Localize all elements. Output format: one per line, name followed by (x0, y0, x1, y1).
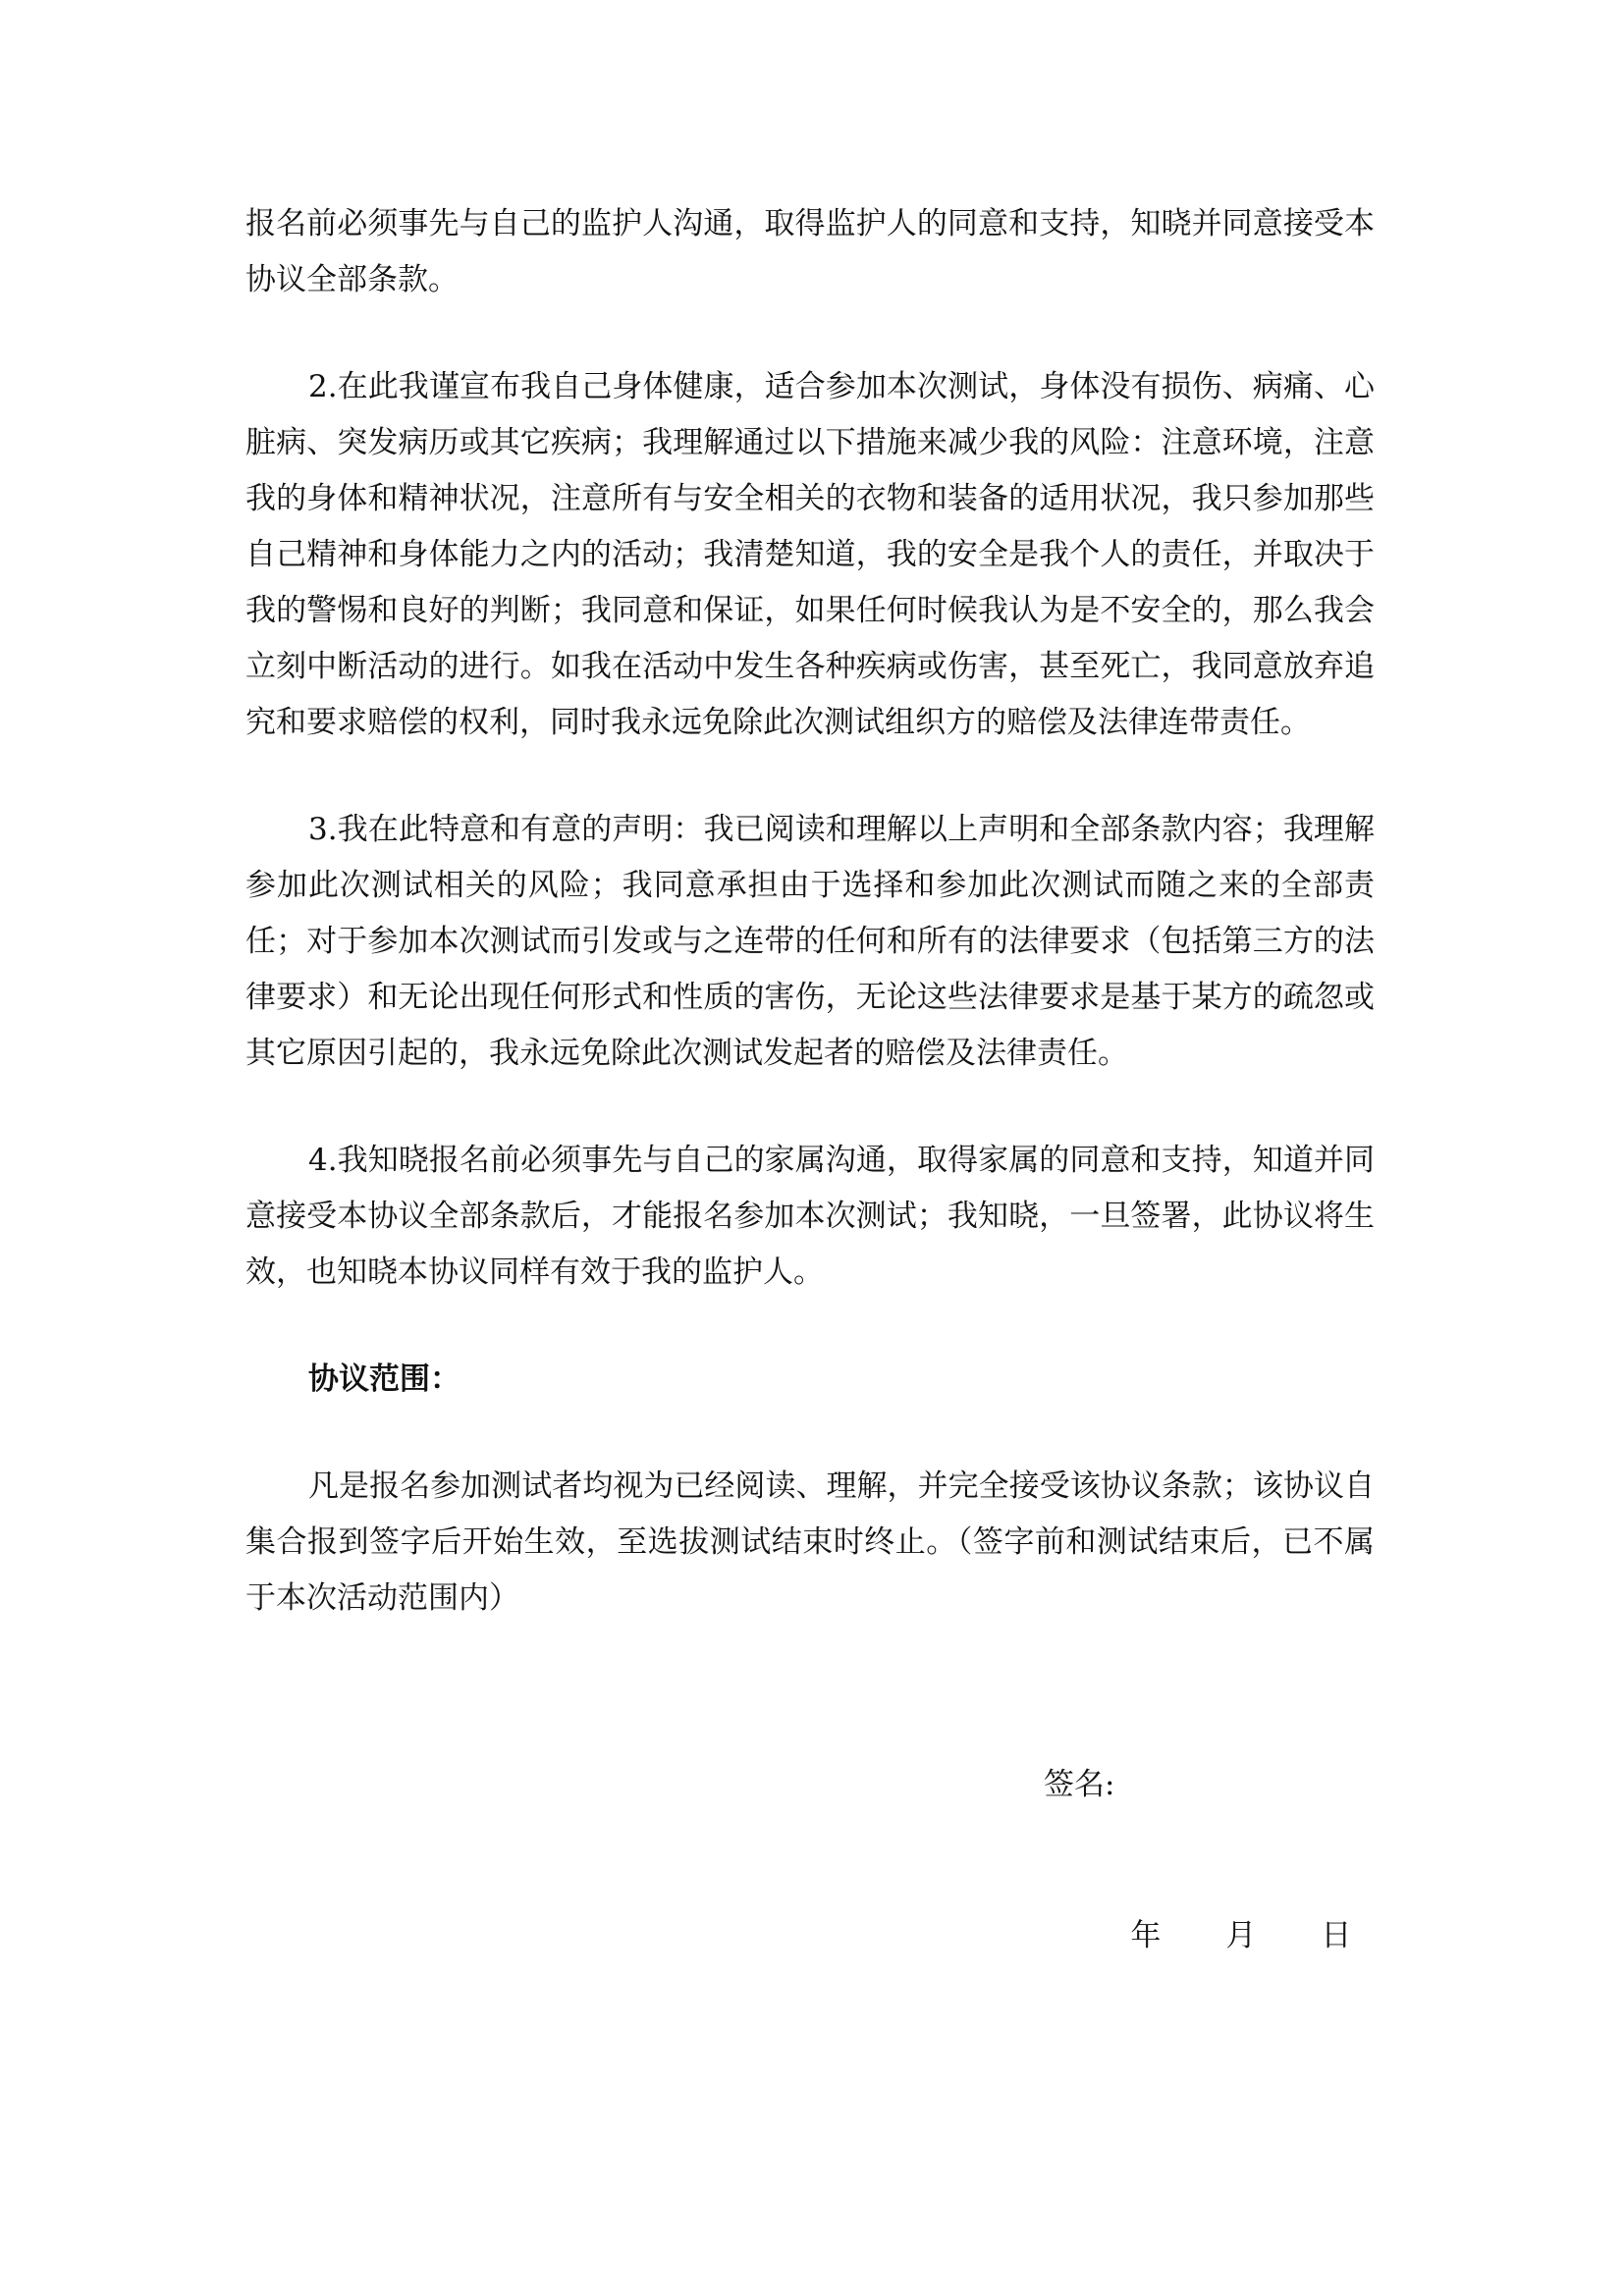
paragraph-clause-4: 4.我知晓报名前必须事先与自己的家属沟通，取得家属的同意和支持，知道并同意接受本协议全部条款后，才能报名参加本次测试；我知晓，一旦签署，此协议将生效，也知晓本协议同样有效于我的监护人。 (245, 1143, 1375, 1290)
document-body (245, 196, 1375, 1627)
date-day-label: 日 (1321, 1918, 1352, 1953)
paragraph-continued: 报名前必须事先与自己的监护人沟通，取得监护人的同意和支持，知晓并同意接受本协议全部条款。 (245, 206, 1375, 297)
paragraph-clause-2: 2.在此我谨宣布我自己身体健康，适合参加本次测试，身体没有损伤、病痛、心脏病、突发病历或其它疾病；我理解通过以下措施来减少我的风险：注意环境，注意我的身体和精神状况，注意所有与安全相关的衣物和装备的适用状况，我只参加那些自己精神和身体能力之内的活动；我清楚知道，我的安全是我个人的责任，并取决于我的警惕和良好的判断；我同意和保证，如果任何时候我认为是不安全的，那么我会立刻中断活动的进行。如我在活动中发生各种疾病或伤害，甚至死亡，我同意放弃追究和要求赔偿的权利，同时我永远免除此次测试组织方的赔偿及法律连带责任。 (245, 369, 1375, 740)
paragraph-gap (245, 1301, 1375, 1352)
date-line (1092, 1852, 1351, 2020)
scope-paragraph: 凡是报名参加测试者均视为已经阅读、理解，并完全接受该协议条款；该协议自集合报到签字后开始生效，至选拔测试结束时终止。（签字前和测试结束后，已不属于本次活动范围内） (245, 1468, 1375, 1616)
date-month-label: 月 (1225, 1918, 1257, 1953)
paragraph-gap (245, 308, 1375, 359)
paragraph-gap (245, 751, 1375, 802)
paragraph-gap (245, 1082, 1375, 1133)
date-year-label: 年 (1130, 1918, 1162, 1953)
paragraph-gap (245, 1408, 1375, 1459)
signature-label: 签名: (1044, 1767, 1115, 1802)
paragraph-clause-3: 3.我在此特意和有意的声明：我已阅读和理解以上声明和全部条款内容；我理解参加此次测试相关的风险；我同意承担由于选择和参加此次测试而随之来的全部责任；对于参加本次测试而引发或与之连带的任何和所有的法律要求（包括第三方的法律要求）和无论出现任何形式和性质的害伤，无论这些法律要求是基于某方的疏忽或其它原因引起的，我永远免除此次测试发起者的赔偿及法律责任。 (245, 812, 1375, 1071)
scope-heading: 协议范围： (308, 1362, 460, 1397)
